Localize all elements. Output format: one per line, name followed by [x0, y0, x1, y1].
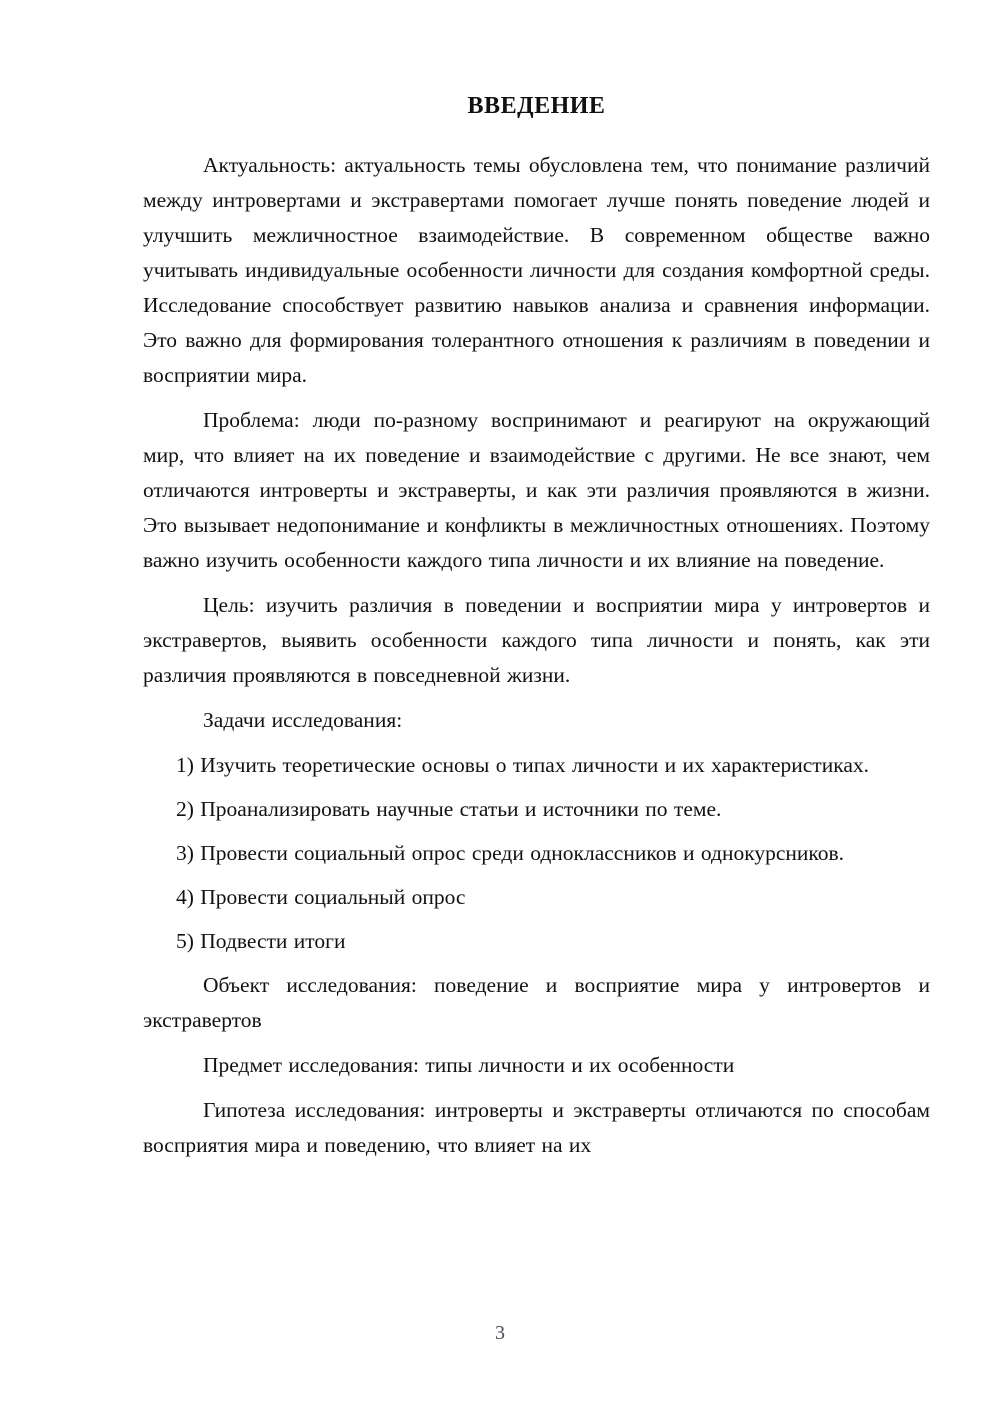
paragraph-obekt: Объект исследования: поведение и восприятие мира у интровертов и экстравертов: [143, 973, 930, 1032]
paragraph-problema: Проблема: люди по-разному воспринимают и реагируют на окружающий мир, что влияет на их поведение и взаимодействие с другими. Не все знают, чем отличаются интроверты и экстраверты, и как эти различия проявляются в жизни. Это вызывает недопонимание и конфликты в межличностных отношениях. Поэтому важно изучить особенности каждого типа личности и их влияние на поведение.: [143, 408, 930, 572]
paragraph-gipoteza: Гипотеза исследования: интроверты и экстраверты отличаются по способам восприятия мира и поведению, что влияет на их: [143, 1098, 930, 1157]
page-number: 3: [495, 1322, 505, 1344]
list-item-5: 5) Подвести итоги: [176, 929, 346, 953]
page-title: ВВЕДЕНИЕ: [467, 93, 606, 119]
list-item-3: 3) Провести социальный опрос среди одноклассников и однокурсников.: [176, 841, 845, 865]
paragraph-tsel: Цель: изучить различия в поведении и восприятии мира у интровертов и экстравертов, выявить особенности каждого типа личности и понять, как эти различия проявляются в повседневной жизни.: [143, 593, 930, 687]
list-item-4: 4) Провести социальный опрос: [176, 885, 466, 909]
paragraph-predmet: Предмет исследования: типы личности и их особенности: [203, 1053, 735, 1077]
list-item-2: 2) Проанализировать научные статьи и источники по теме.: [176, 797, 722, 821]
paragraph-aktualnost: Актуальность: актуальность темы обусловлена тем, что понимание различий между интровертами и экстравертами помогает лучше понять поведение людей и улучшить межличностное взаимодействие. В современном обществе важно учитывать индивидуальные особенности личности для создания комфортной среды. Исследование способствует развитию навыков анализа и сравнения информации. Это важно для формирования толерантного отношения к различиям в поведении и восприятии мира.: [143, 153, 930, 387]
list-item-1: 1) Изучить теоретические основы о типах личности и их характеристиках.: [176, 753, 870, 777]
paragraph-zadachi-heading: Задачи исследования:: [203, 708, 403, 732]
